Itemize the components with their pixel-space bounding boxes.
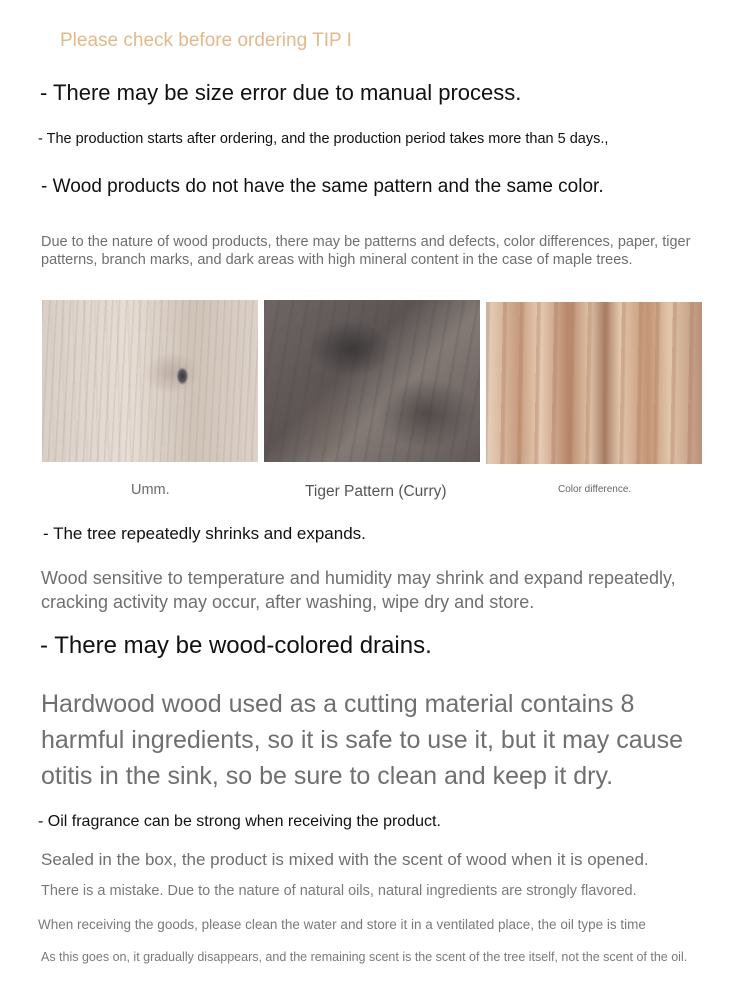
fragrance-heading: - Oil fragrance can be strong when receiving the product. <box>38 813 441 830</box>
shrink-heading: - The tree repeatedly shrinks and expands. <box>43 524 366 543</box>
sample-caption-knot: Umm. <box>131 482 170 498</box>
wood-sample-color-difference-image <box>486 302 702 464</box>
fragrance-line-3: When receiving the goods, please clean the water and store it in a ventilated place, the oil type is time <box>38 917 646 932</box>
drains-detail-text: Hardwood wood used as a cutting material contains 8 harmful ingredients, so it is safe to use it, but it may cause otitis in the sink, so be sure to clean and keep it dry. <box>41 690 683 790</box>
fragrance-line-1: Sealed in the box, the product is mixed with the scent of wood when it is opened. <box>41 850 649 869</box>
sample-caption-tiger: Tiger Pattern (Curry) <box>305 483 447 500</box>
wood-sample-knot-image <box>42 300 258 462</box>
sample-caption-color: Color difference. <box>558 484 632 495</box>
fragrance-line-4: As this goes on, it gradually disappears, and the remaining scent is the scent of the tree itself, not the scent of the oil. <box>41 950 688 964</box>
pattern-color-note: - Wood products do not have the same pattern and the same color. <box>41 176 604 197</box>
shrink-detail-text: Wood sensitive to temperature and humidity may shrink and expand repeatedly, cracking activity may occur, after washing, wipe dry and store. <box>41 568 676 612</box>
drains-heading: - There may be wood-colored drains. <box>40 632 432 659</box>
size-error-note: - There may be size error due to manual process. <box>40 80 522 105</box>
pattern-detail-text: Due to the nature of wood products, there may be patterns and defects, color differences, paper, tiger patterns, branch marks, and dark areas with high mineral content in the case of maple trees. <box>41 234 691 268</box>
production-note: - The production starts after ordering, and the production period takes more than 5 days., <box>38 131 609 147</box>
page-title: Please check before ordering TIP I <box>60 30 352 51</box>
fragrance-line-2: There is a mistake. Due to the nature of natural oils, natural ingredients are strongly flavored. <box>41 883 637 899</box>
wood-sample-tiger-pattern-image <box>264 300 480 462</box>
